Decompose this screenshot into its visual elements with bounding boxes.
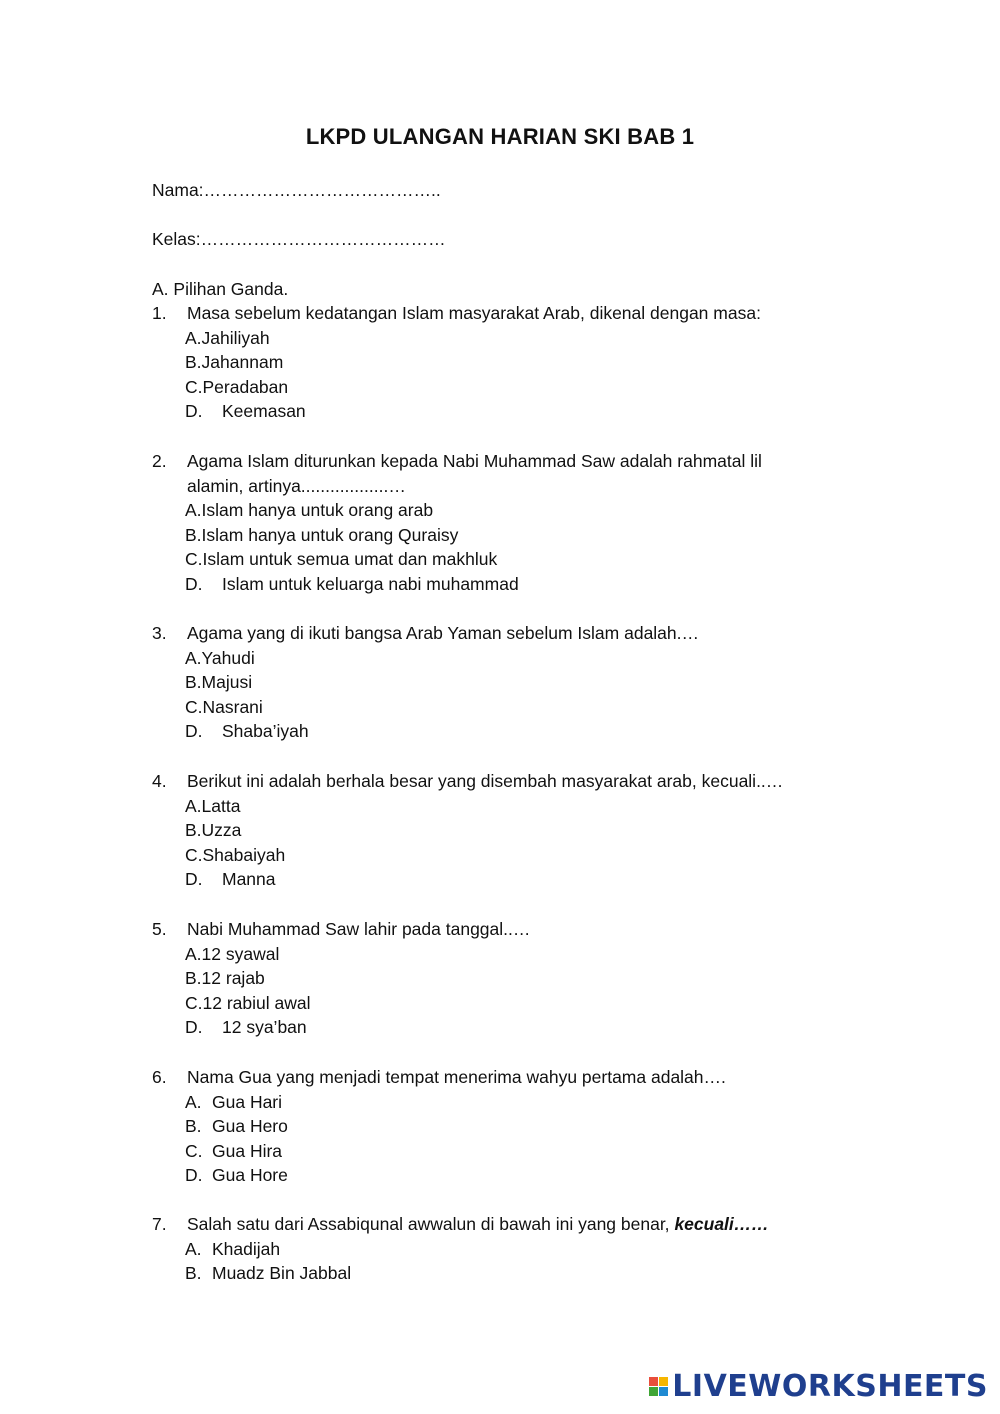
option-b[interactable] bbox=[185, 818, 832, 843]
option-label: C. bbox=[185, 696, 203, 717]
question-2 bbox=[152, 449, 812, 597]
question-number: 6. bbox=[152, 1067, 167, 1087]
question-3 bbox=[152, 621, 832, 744]
option-d[interactable] bbox=[185, 572, 812, 597]
option-text: Uzza bbox=[201, 820, 242, 841]
option-text: Khadijah bbox=[212, 1238, 281, 1259]
option-text: Majusi bbox=[201, 672, 253, 693]
option-label: D. bbox=[185, 573, 203, 594]
question-text: Agama yang di ikuti bangsa Arab Yaman sebelum Islam adalah.… bbox=[187, 623, 700, 643]
kelas-line: Kelas:…………………………………… bbox=[152, 229, 446, 249]
option-label: A. bbox=[185, 647, 202, 668]
question-4 bbox=[152, 769, 832, 892]
option-text: 12 sya’ban bbox=[222, 1017, 307, 1038]
option-text: Islam hanya untuk orang arab bbox=[201, 500, 434, 521]
option-label: B. bbox=[185, 968, 202, 989]
option-a[interactable] bbox=[185, 942, 832, 967]
liveworksheets-grid-icon bbox=[649, 1377, 668, 1396]
option-text: Manna bbox=[222, 869, 276, 890]
question-5 bbox=[152, 917, 832, 1040]
option-label: B. bbox=[185, 1263, 202, 1284]
option-list bbox=[185, 942, 832, 1040]
option-text: Muadz Bin Jabbal bbox=[212, 1263, 352, 1284]
option-c[interactable] bbox=[185, 991, 832, 1016]
option-label: C. bbox=[185, 376, 203, 397]
option-text: Jahannam bbox=[201, 352, 284, 373]
question-text bbox=[187, 1212, 832, 1237]
option-text: Yahudi bbox=[201, 647, 255, 668]
option-text: 12 rabiul awal bbox=[202, 992, 311, 1013]
option-c[interactable] bbox=[185, 843, 832, 868]
logo-square bbox=[659, 1387, 668, 1396]
option-c[interactable] bbox=[185, 695, 832, 720]
option-text: Gua Hero bbox=[212, 1116, 288, 1137]
option-label: B. bbox=[185, 672, 202, 693]
option-text: Gua Hore bbox=[212, 1165, 288, 1186]
option-label: B. bbox=[185, 352, 202, 373]
option-label: B. bbox=[185, 1116, 202, 1137]
question-number: 1. bbox=[152, 303, 167, 323]
option-label: A. bbox=[185, 327, 202, 348]
option-text: Gua Hira bbox=[212, 1140, 283, 1161]
option-label: D. bbox=[185, 1165, 203, 1186]
option-label: A. bbox=[185, 500, 202, 521]
option-c[interactable] bbox=[185, 547, 812, 572]
option-list bbox=[185, 326, 832, 424]
page-title: LKPD ULANGAN HARIAN SKI BAB 1 bbox=[305, 124, 695, 149]
question-text: Nama Gua yang menjadi tempat menerima wahyu pertama adalah…. bbox=[187, 1067, 726, 1087]
option-text: Gua Hari bbox=[212, 1091, 283, 1112]
question-7 bbox=[152, 1212, 832, 1286]
option-a[interactable] bbox=[185, 1090, 832, 1115]
option-text: Latta bbox=[201, 795, 241, 816]
option-text: Keemasan bbox=[222, 401, 306, 422]
option-d[interactable] bbox=[185, 1015, 832, 1040]
option-label: D. bbox=[185, 1017, 203, 1038]
option-label: A. bbox=[185, 795, 202, 816]
option-b[interactable] bbox=[185, 1114, 832, 1139]
option-d[interactable] bbox=[185, 399, 832, 424]
logo-square bbox=[659, 1377, 668, 1386]
option-a[interactable] bbox=[185, 326, 832, 351]
option-c[interactable] bbox=[185, 375, 832, 400]
option-label: C. bbox=[185, 992, 203, 1013]
option-text: Islam untuk keluarga nabi muhammad bbox=[222, 573, 519, 594]
option-b[interactable] bbox=[185, 350, 832, 375]
option-c[interactable] bbox=[185, 1139, 832, 1164]
option-label: B. bbox=[185, 524, 202, 545]
option-label: A. bbox=[185, 943, 202, 964]
option-a[interactable] bbox=[185, 646, 832, 671]
question-number: 3. bbox=[152, 623, 167, 643]
option-list bbox=[185, 1090, 832, 1188]
question-text-main: Salah satu dari Assabiqunal awwalun di bawah ini yang benar, bbox=[187, 1214, 670, 1234]
question-text: Masa sebelum kedatangan Islam masyarakat Arab, dikenal dengan masa: bbox=[187, 303, 761, 323]
option-label: C. bbox=[185, 549, 203, 570]
question-number: 7. bbox=[152, 1214, 167, 1234]
option-b[interactable] bbox=[185, 670, 832, 695]
nama-line: Nama:………………………………….. bbox=[152, 180, 441, 200]
option-label: C. bbox=[185, 844, 203, 865]
option-a[interactable] bbox=[185, 1237, 832, 1262]
option-text: 12 syawal bbox=[201, 943, 280, 964]
question-text: Agama Islam diturunkan kepada Nabi Muhammad Saw adalah rahmatal lil alamin, artinya..................… bbox=[187, 451, 762, 496]
option-d[interactable] bbox=[185, 719, 832, 744]
option-list bbox=[185, 498, 812, 596]
option-label: A. bbox=[185, 1091, 202, 1112]
question-text: Berikut ini adalah berhala besar yang disembah masyarakat arab, kecuali..… bbox=[187, 771, 784, 791]
logo-square bbox=[649, 1377, 658, 1386]
option-d[interactable] bbox=[185, 1163, 832, 1188]
option-a[interactable] bbox=[185, 498, 812, 523]
question-number: 4. bbox=[152, 771, 167, 791]
question-text: Nabi Muhammad Saw lahir pada tanggal..… bbox=[187, 919, 531, 939]
option-d[interactable] bbox=[185, 867, 832, 892]
section-label: A. Pilihan Ganda. bbox=[152, 279, 289, 299]
option-list bbox=[185, 794, 832, 892]
option-text: 12 rajab bbox=[201, 968, 265, 989]
option-text: Jahiliyah bbox=[201, 327, 270, 348]
option-text: Nasrani bbox=[202, 696, 263, 717]
option-b[interactable] bbox=[185, 523, 812, 548]
question-6 bbox=[152, 1065, 832, 1188]
option-label: D. bbox=[185, 401, 203, 422]
liveworksheets-logo bbox=[649, 1369, 988, 1404]
option-text: Islam untuk semua umat dan makhluk bbox=[202, 549, 498, 570]
option-b[interactable] bbox=[185, 966, 832, 991]
option-a[interactable] bbox=[185, 794, 832, 819]
option-text: Peradaban bbox=[202, 376, 289, 397]
question-number: 2. bbox=[152, 451, 167, 471]
option-label: A. bbox=[185, 1238, 202, 1259]
option-label: D. bbox=[185, 721, 203, 742]
option-b[interactable] bbox=[185, 1261, 832, 1286]
question-number: 5. bbox=[152, 919, 167, 939]
option-label: C. bbox=[185, 1140, 203, 1161]
question-1 bbox=[152, 301, 832, 424]
option-list bbox=[185, 646, 832, 744]
option-text: Shabaiyah bbox=[202, 844, 286, 865]
option-label: D. bbox=[185, 869, 203, 890]
option-text: Shaba’iyah bbox=[222, 721, 309, 742]
option-label: B. bbox=[185, 820, 202, 841]
logo-text: LIVEWORKSHEETS bbox=[672, 1369, 988, 1404]
option-list bbox=[185, 1237, 832, 1286]
question-emphasis: kecuali…… bbox=[674, 1214, 769, 1234]
option-text: Islam hanya untuk orang Quraisy bbox=[201, 524, 459, 545]
logo-square bbox=[649, 1387, 658, 1396]
